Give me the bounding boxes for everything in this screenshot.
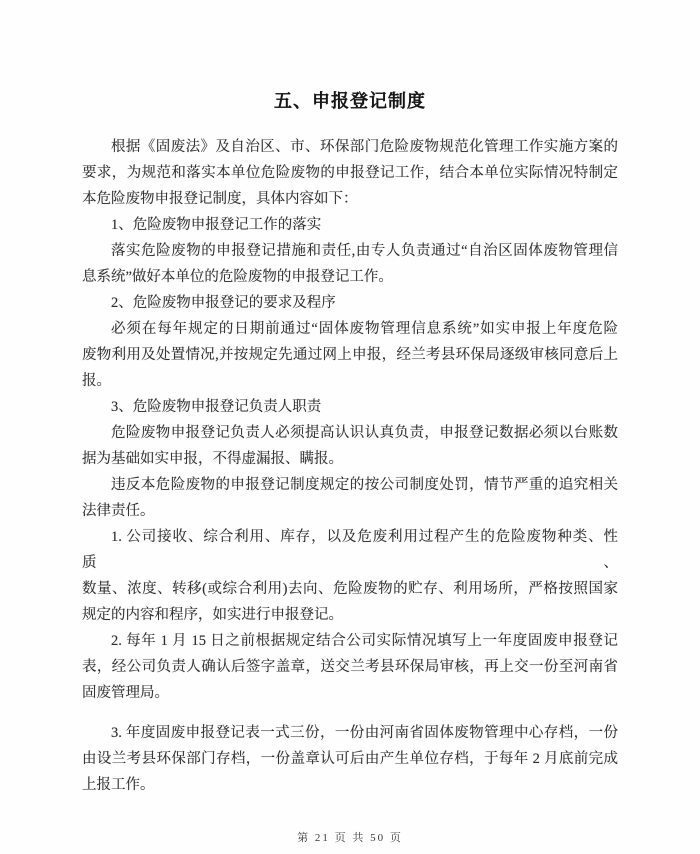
text-line: 数量、浓度、转移(或综合利用)去向、危险废物的贮存、利用场所，严格按照国家 — [82, 581, 618, 597]
paragraph — [82, 472, 618, 524]
page-number: 第 21 页 共 50 页 — [297, 832, 403, 844]
section-heading-1 — [82, 212, 618, 238]
document-body — [82, 134, 618, 798]
text-line: 本危险废物申报登记制度，具体内容如下： — [82, 191, 358, 207]
paragraph-item-3 — [82, 720, 618, 798]
paragraph-item-1 — [82, 524, 618, 628]
text-line: 由设兰考县环保部门存档，一份盖章认可后由产生单位存档，于每年 2 月底前完成 — [82, 751, 618, 767]
paragraph-intro — [82, 134, 618, 212]
paragraph — [82, 316, 618, 394]
text-line: 落实危险废物的申报登记措施和责任,由专人负责通过“自治区固体废物管理信 — [111, 243, 618, 259]
text-line: 息系统”做好本单位的危险废物的申报登记工作。 — [82, 269, 393, 285]
text-line: 上报工作。 — [82, 777, 155, 793]
text-line: 2、危险废物申报登记的要求及程序 — [111, 295, 336, 311]
text-line: 表，经公司负责人确认后签字盖章，送交兰考县环保局审核，再上交一份至河南省 — [82, 659, 618, 675]
text-line: 必须在每年规定的日期前通过“固体废物管理信息系统”如实申报上年度危险 — [111, 321, 618, 337]
section-heading-3 — [82, 394, 618, 420]
text-line: 1、危险废物申报登记工作的落实 — [111, 217, 322, 233]
text-line: 要求，为规范和落实本单位危险废物的申报登记工作，结合本单位实际情况特制定 — [82, 165, 618, 181]
text-line: 法律责任。 — [82, 503, 155, 519]
text-line: 3、危险废物申报登记负责人职责 — [111, 399, 322, 415]
text-line: 根据《固废法》及自治区、市、环保部门危险废物规范化管理工作实施方案的 — [111, 139, 618, 155]
text-line: 废物利用及处置情况,并按规定先通过网上申报，经兰考县环保局逐级审核同意后上 — [82, 347, 618, 363]
page-title: 五、申报登记制度 — [274, 91, 426, 111]
section-heading-2 — [82, 290, 618, 316]
text-line: 违反本危险废物的申报登记制度规定的按公司制度处罚，情节严重的追究相关 — [111, 477, 618, 493]
text-line: 3. 年度固废申报登记表一式三份，一份由河南省固体废物管理中心存档，一份 — [111, 725, 618, 741]
text-line: 2. 每年 1 月 15 日之前根据规定结合公司实际情况填写上一年度固废申报登记 — [111, 633, 618, 649]
text-line: 1. 公司接收、综合利用、库存，以及危废利用过程产生的危险废物种类、性质、 — [82, 529, 618, 571]
text-line: 固废管理局。 — [82, 685, 169, 701]
paragraph — [82, 238, 618, 290]
text-line: 报。 — [82, 373, 111, 389]
text-line: 据为基础如实申报，不得虚漏报、瞒报。 — [82, 451, 343, 467]
text-line: 规定的内容和程序，如实进行申报登记。 — [82, 607, 343, 623]
text-line: 危险废物申报登记负责人必须提高认识认真负责，申报登记数据必须以台账数 — [111, 425, 618, 441]
paragraph-item-2 — [82, 628, 618, 706]
paragraph — [82, 420, 618, 472]
